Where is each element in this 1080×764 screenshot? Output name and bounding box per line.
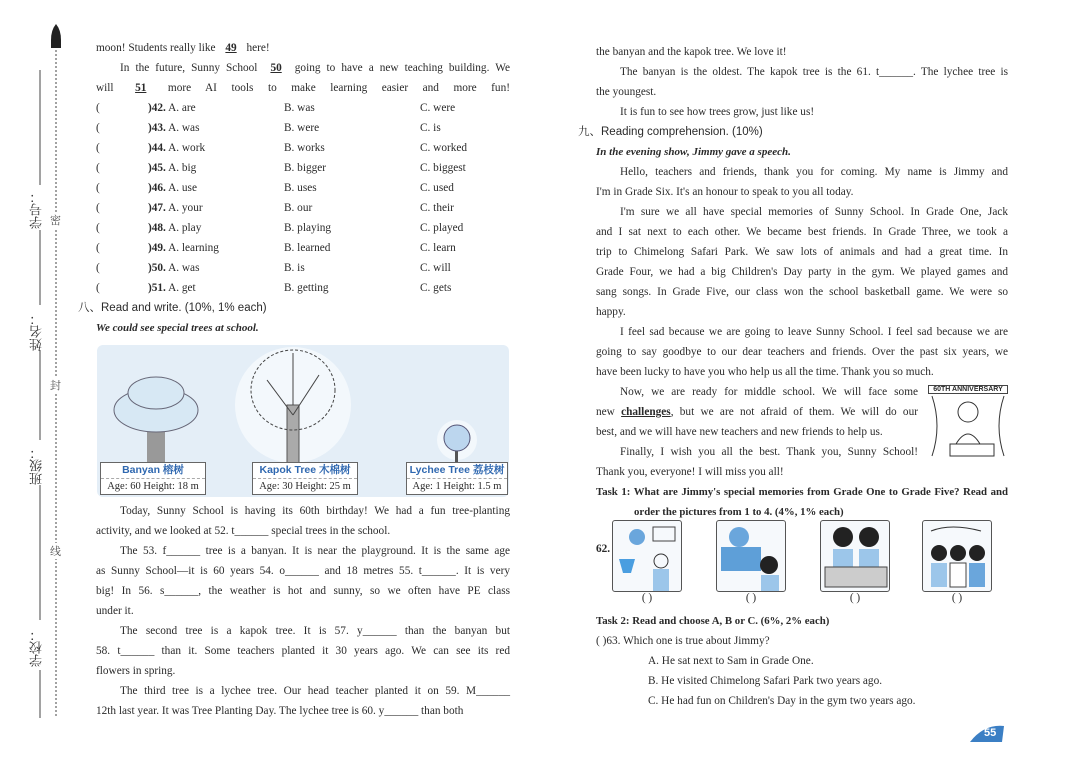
option-c: C. used	[420, 182, 454, 194]
passage-line: best, and we will have new teachers and new friends to help us.	[596, 426, 883, 438]
passage-line: trip to Chimelong Safari Park. We saw lots of animals and had a great time. In	[596, 246, 1008, 258]
rocket-icon	[51, 24, 61, 48]
passage-line: will 51 more AI tools to make learning easier and more fun!	[96, 82, 510, 94]
passage-line: Thank you, everyone! I will miss you all!	[596, 466, 784, 478]
answer-blank[interactable]: (	[96, 262, 100, 274]
numbered-blank[interactable]: 50	[270, 62, 282, 74]
passage-line: have been lucky to have you who help us all the time. Thank you so much.	[596, 366, 934, 378]
section-intro: In the evening show, Jimmy gave a speech.	[596, 146, 791, 158]
section-heading-8: 八、Read and write. (10%, 1% each)	[78, 302, 267, 314]
option-row	[96, 238, 510, 258]
left-column	[78, 38, 510, 338]
option-c: C. were	[420, 102, 456, 114]
seal-char: 密	[50, 212, 61, 228]
option-a: )45. A. big	[148, 162, 197, 174]
option-b: B. He visited Chimelong Safari Park two years ago.	[648, 675, 883, 687]
option-c: C. their	[420, 202, 454, 214]
lychee-tree-icon	[437, 420, 477, 463]
answer-blank[interactable]: (	[96, 202, 100, 214]
option-a: )44. A. work	[148, 142, 206, 154]
option-b: B. were	[284, 122, 320, 134]
passage-line: sang songs. In Grade Five, our class won the school basketball game. We were so	[596, 286, 1008, 298]
tree-label-banyan: Banyan 榕树 Age: 60 Height: 18 m	[100, 462, 206, 495]
option-a: A. He sat next to Sam in Grade One.	[648, 655, 814, 667]
answer-blank[interactable]: ( )	[641, 592, 653, 604]
task1-line: order the pictures from 1 to 4. (4%, 1% each)	[634, 506, 844, 518]
question-number: )49.	[148, 242, 166, 254]
passage-line: as Sunny School—it is 60 years 54. o______ and 18 metres 55. t______. It is very	[96, 565, 510, 577]
passage-line: The second tree is a kapok tree. It is 57. y______ than the banyan but	[120, 625, 510, 637]
passage-line: I'm in Grade Six. It's an honour to speak to you all today.	[596, 186, 854, 198]
option-a: )42. A. are	[148, 102, 196, 114]
answer-blank[interactable]: (	[96, 182, 100, 194]
passage-line: going to say goodbye to our dear teachers and friends. Over the past six years, we	[596, 346, 1008, 358]
passage-line: flowers in spring.	[96, 665, 176, 677]
option-row	[96, 138, 510, 158]
binding-margin	[0, 0, 80, 764]
passage-trees	[96, 501, 510, 721]
passage-line: 58. t______ than it. Some teachers planted it 30 years ago. We can see its red	[96, 645, 510, 657]
question-number: )43.	[148, 122, 166, 134]
passage-line: the banyan and the kapok tree. We love it!	[596, 46, 787, 58]
task2	[596, 611, 1008, 711]
numbered-blank[interactable]: 49	[225, 42, 237, 54]
answer-blank[interactable]: (	[96, 122, 100, 134]
option-c: C. played	[420, 222, 464, 234]
question-number: )46.	[148, 182, 166, 194]
option-a: )48. A. play	[148, 222, 202, 234]
option-b: B. playing	[284, 222, 332, 234]
passage-line: The banyan is the oldest. The kapok tree is the 61. t______. The lychee tree is	[620, 66, 1008, 78]
option-b: B. getting	[284, 282, 329, 294]
banyan-tree-icon	[114, 377, 198, 463]
seal-char: 封	[50, 377, 61, 393]
question-number: )42.	[148, 102, 166, 114]
passage-line: the youngest.	[596, 86, 657, 98]
passage-line: The third tree is a lychee tree. Our head teacher planted it on 59. M______	[120, 685, 510, 697]
passage-line: Grade Four, we had a big Children's Day party in the gym. We played games and	[596, 266, 1008, 278]
option-b: B. bigger	[284, 162, 327, 174]
option-c: C. will	[420, 262, 451, 274]
option-c: C. learn	[420, 242, 456, 254]
answer-blank[interactable]: (	[96, 242, 100, 254]
option-a: )51. A. get	[148, 282, 196, 294]
answer-blank[interactable]: (	[96, 142, 100, 154]
passage-line: new challenges, but we are not afraid of them. We will do our	[596, 406, 918, 418]
kapok-tree-icon	[235, 347, 351, 463]
option-row	[96, 98, 510, 118]
picture-singing	[922, 520, 992, 592]
option-row	[96, 178, 510, 198]
passage-line: big! In 56. s______, the weather is hot and sunny, so we often have PE class	[96, 585, 510, 597]
answer-blank[interactable]: ( )	[596, 635, 607, 647]
option-c: C. He had fun on Children's Day in the gym two years ago.	[648, 695, 916, 707]
option-row	[96, 278, 510, 298]
option-b: B. uses	[284, 182, 317, 194]
numbered-blank[interactable]: 51	[135, 82, 147, 94]
student-id-label: 学号：	[30, 190, 45, 229]
option-row	[96, 258, 510, 278]
option-a: )49. A. learning	[148, 242, 219, 254]
answer-blank[interactable]: ( )	[849, 592, 861, 604]
passage-line: and I sat next to each other. We became best friends. In Grade Three, we took a	[596, 226, 1008, 238]
section-heading-9: 九、Reading comprehension. (10%)	[578, 126, 763, 138]
option-b: B. was	[284, 102, 315, 114]
question-62-number: 62.	[596, 543, 611, 555]
task2-heading: Task 2: Read and choose A, B or C. (6%, 2% each)	[596, 615, 830, 627]
answer-blank[interactable]: ( )	[951, 592, 963, 604]
option-b: B. works	[284, 142, 325, 154]
option-c: C. gets	[420, 282, 452, 294]
answer-blank[interactable]: ( )	[745, 592, 757, 604]
seal-char: 线	[50, 543, 61, 559]
option-a: )43. A. was	[148, 122, 200, 134]
section-intro: We could see special trees at school.	[96, 322, 259, 334]
tree-label-kapok: Kapok Tree 木棉树 Age: 30 Height: 25 m	[252, 462, 358, 495]
trees-illustration	[97, 345, 509, 497]
task1-line: Task 1: What are Jimmy's special memories from Grade One to Grade Five? Read and	[596, 486, 1008, 498]
passage-line: I'm sure we all have special memories of Sunny School. In Grade One, Jack	[620, 206, 1008, 218]
name-label: 姓名：	[30, 312, 45, 351]
option-c: C. is	[420, 122, 441, 134]
page-number-badge: 55	[968, 724, 1006, 746]
question-number: )48.	[148, 222, 166, 234]
question-number: )47.	[148, 202, 166, 214]
option-row	[96, 198, 510, 218]
passage-line: In the future, Sunny School 50 going to have a new teaching building. We	[120, 62, 510, 74]
passage-line: happy.	[596, 306, 626, 318]
picture-basketball	[612, 520, 682, 592]
passage-line: 12th last year. It was Tree Planting Day. The lychee tree is 60. y______ than both	[96, 705, 464, 717]
passage-line: moon! Students really like 49 here!	[96, 42, 270, 54]
answer-blank[interactable]: (	[96, 102, 100, 114]
option-row	[96, 218, 510, 238]
option-c: C. biggest	[420, 162, 466, 174]
option-b: B. learned	[284, 242, 331, 254]
highlighted-word: challenges	[621, 406, 671, 418]
question-number: )44.	[148, 142, 166, 154]
passage-line: I feel sad because we are going to leave Sunny School. I feel sad because we are	[620, 326, 1008, 338]
passage-line: Now, we are ready for middle school. We will face some	[620, 386, 918, 398]
passage-line: Finally, I wish you all the best. Thank you, Sunny School!	[620, 446, 918, 458]
question-63: ( )63. Which one is true about Jimmy?	[596, 635, 770, 647]
passage-line: under it.	[96, 605, 134, 617]
class-label: 班级：	[30, 446, 45, 485]
option-c: C. worked	[420, 142, 468, 154]
passage-line: activity, and we looked at 52. t______ special trees in the school.	[96, 525, 391, 537]
answer-blank[interactable]: (	[96, 222, 100, 234]
picture-desk-friends	[820, 520, 890, 592]
option-row	[96, 158, 510, 178]
speech-illustration: 60TH ANNIVERSARY	[928, 385, 1008, 471]
option-a: )47. A. your	[148, 202, 203, 214]
picture-safari	[716, 520, 786, 592]
answer-blank[interactable]: (	[96, 162, 100, 174]
option-a: )46. A. use	[148, 182, 197, 194]
question-number: )50.	[148, 262, 166, 274]
option-b: B. our	[284, 202, 313, 214]
option-b: B. is	[284, 262, 305, 274]
passage-line: It is fun to see how trees grow, just like us!	[620, 106, 815, 118]
tree-label-lychee: Lychee Tree 荔枝树 Age: 1 Height: 1.5 m	[406, 462, 508, 495]
question-number: )45.	[148, 162, 166, 174]
question-number: )51.	[148, 282, 166, 294]
passage-line: The 53. f______ tree is a banyan. It is near the playground. It is the same age	[120, 545, 510, 557]
option-row	[96, 118, 510, 138]
passage-line: Hello, teachers and friends, thank you for coming. My name is Jimmy and	[620, 166, 1008, 178]
passage-line: Today, Sunny School is having its 60th birthday! We had a fun tree-planting	[120, 505, 510, 517]
answer-blank[interactable]: (	[96, 282, 100, 294]
option-a: )50. A. was	[148, 262, 200, 274]
school-label: 学校：	[30, 628, 45, 667]
